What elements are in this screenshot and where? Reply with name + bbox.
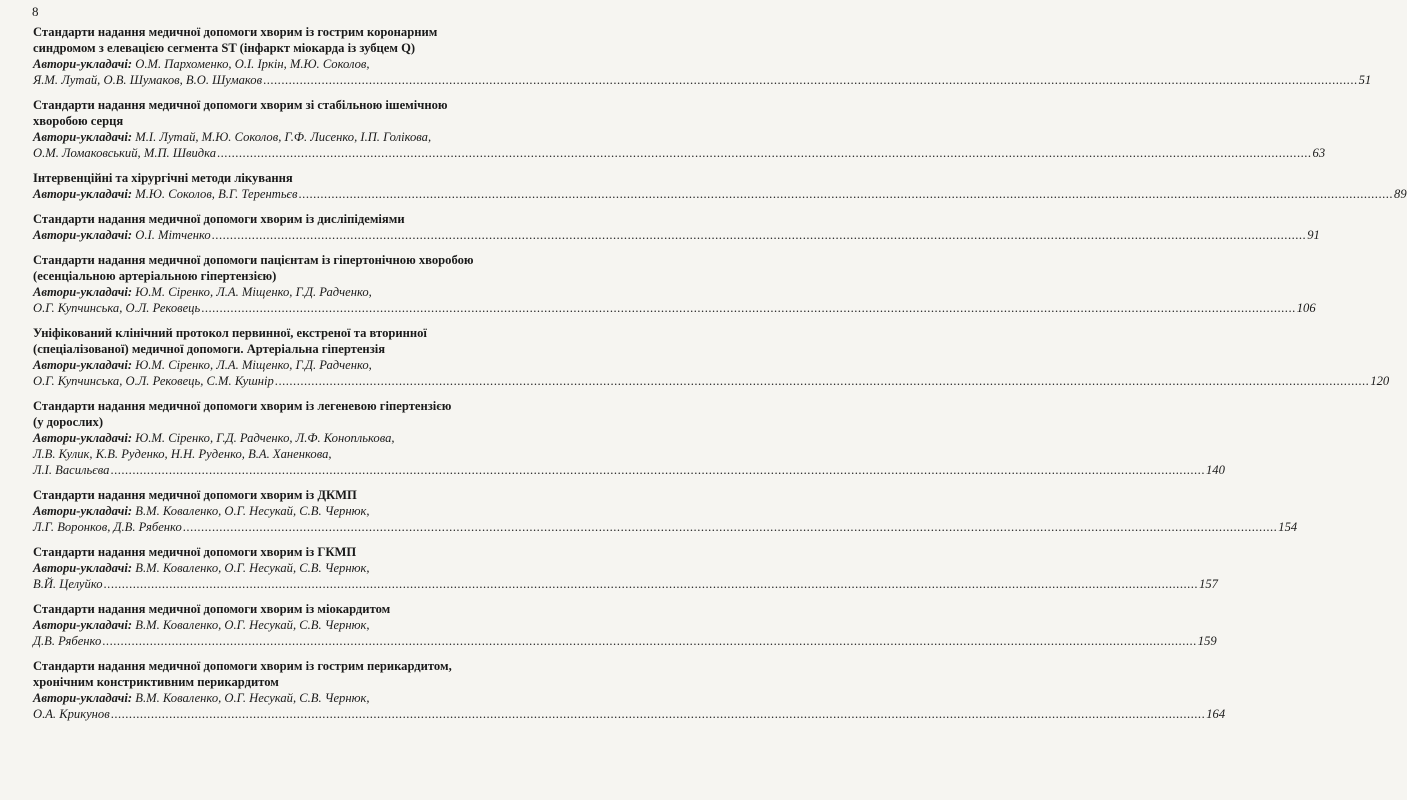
entry-title-line: Стандарти надання медичної допомоги хворим із міокардитом bbox=[33, 602, 391, 616]
authors-line bbox=[33, 430, 513, 446]
authors-names: О.М. Ломаковський, М.П. Швидка bbox=[33, 146, 216, 160]
dot-leader: ............................................................................................................................................................................................................................................................................................................ bbox=[274, 374, 1370, 388]
page-ref: 89 bbox=[1394, 187, 1407, 201]
authors-names: В.М. Коваленко, О.Г. Несукай, С.В. Чернюк, bbox=[135, 691, 370, 705]
authors-text-wrap bbox=[33, 706, 110, 722]
dot-leader: ............................................................................................................................................................................................................................................................................................................ bbox=[110, 707, 1206, 721]
authors-names: В.М. Коваленко, О.Г. Несукай, С.В. Чернюк, bbox=[135, 561, 370, 575]
toc-entry bbox=[33, 170, 1407, 202]
toc-entry bbox=[33, 487, 1298, 535]
entry-title-line: (есенціальною артеріальною гіпертензією) bbox=[33, 269, 277, 283]
entry-title-line: Стандарти надання медичної допомоги хворим із легеневою гіпертензією bbox=[33, 399, 452, 413]
authors-text-wrap bbox=[33, 576, 103, 592]
authors-names: О.І. Мітченко bbox=[135, 228, 211, 242]
page-ref: 159 bbox=[1197, 634, 1217, 648]
authors-line bbox=[33, 357, 513, 373]
entry-title-line: Стандарти надання медичної допомоги хворим із ГКМП bbox=[33, 545, 357, 559]
authors-line bbox=[33, 129, 513, 145]
authors-line bbox=[33, 56, 513, 72]
authors-last-line bbox=[33, 373, 1390, 389]
page-ref: 63 bbox=[1312, 146, 1326, 160]
authors-label: Автори-укладачі: bbox=[33, 504, 133, 518]
page-ref: 120 bbox=[1370, 374, 1390, 388]
dot-leader: ............................................................................................................................................................................................................................................................................................................ bbox=[103, 577, 1199, 591]
entry-title-line: Стандарти надання медичної допомоги пацієнтам із гіпертонічною хворобою bbox=[33, 253, 474, 267]
toc-entry bbox=[33, 398, 1225, 478]
authors-label: Автори-укладачі: bbox=[33, 130, 133, 144]
page-ref: 154 bbox=[1278, 520, 1298, 534]
entry-title-line: хронічним констриктивним перикардитом bbox=[33, 675, 279, 689]
authors-label: Автори-укладачі: bbox=[33, 228, 133, 242]
authors-line bbox=[33, 284, 513, 300]
toc-entry bbox=[33, 544, 1218, 592]
page-ref: 91 bbox=[1307, 228, 1320, 242]
entry-title-line: Стандарти надання медичної допомоги хворим із дисліпідеміями bbox=[33, 212, 405, 226]
dot-leader: ............................................................................................................................................................................................................................................................................................................ bbox=[201, 301, 1296, 315]
dot-leader: ............................................................................................................................................................................................................................................................................................................ bbox=[102, 634, 1197, 648]
authors-text-wrap bbox=[33, 227, 211, 243]
toc-entry bbox=[33, 325, 1390, 389]
authors-label: Автори-укладачі: bbox=[33, 618, 133, 632]
authors-names: Ю.М. Сіренко, Г.Д. Радченко, Л.Ф. Коноплькова, bbox=[135, 431, 395, 445]
authors-line bbox=[33, 617, 513, 633]
authors-text-wrap bbox=[33, 519, 182, 535]
dot-leader: ............................................................................................................................................................................................................................................................................................................ bbox=[263, 73, 1358, 87]
authors-names: О.А. Крикунов bbox=[33, 707, 110, 721]
authors-names: В.М. Коваленко, О.Г. Несукай, С.В. Чернюк, bbox=[135, 618, 370, 632]
authors-last-line bbox=[33, 186, 1407, 202]
entry-title-line: синдромом з елевацією сегмента ST (інфаркт міокарда із зубцем Q) bbox=[33, 41, 416, 55]
authors-names: Я.М. Лутай, О.В. Шумаков, В.О. Шумаков bbox=[33, 73, 263, 87]
toc-entry bbox=[33, 601, 1217, 649]
entry-title-line: Уніфікований клінічний протокол первинної, екстреної та вторинної bbox=[33, 326, 427, 340]
toc-entry bbox=[33, 658, 1226, 722]
page-ref: 157 bbox=[1199, 577, 1218, 591]
authors-text-wrap bbox=[33, 145, 216, 161]
dot-leader: ............................................................................................................................................................................................................................................................................................................ bbox=[110, 463, 1205, 477]
entry-title-line: (спеціалізованої) медичної допомоги. Артеріальна гіпертензія bbox=[33, 342, 386, 356]
authors-last-line bbox=[33, 227, 1320, 243]
authors-names: Ю.М. Сіренко, Л.А. Міщенко, Г.Д. Радченко, bbox=[135, 358, 372, 372]
page-ref: 164 bbox=[1206, 707, 1226, 721]
authors-text-wrap bbox=[33, 633, 101, 649]
toc-entry bbox=[33, 252, 1316, 316]
authors-label: Автори-укладачі: bbox=[33, 561, 133, 575]
authors-names: О.М. Пархоменко, О.І. Іркін, М.Ю. Соколов, bbox=[135, 57, 370, 71]
authors-label: Автори-укладачі: bbox=[33, 187, 133, 201]
authors-names: М.І. Лутай, М.Ю. Соколов, Г.Ф. Лисенко, І.П. Голікова, bbox=[135, 130, 432, 144]
authors-names: Л.І. Васильєва bbox=[33, 463, 110, 477]
authors-last-line bbox=[33, 300, 1316, 316]
entry-title-line: (у дорослих) bbox=[33, 415, 104, 429]
authors-label: Автори-укладачі: bbox=[33, 285, 133, 299]
authors-last-line bbox=[33, 72, 1372, 88]
entry-title-line: Інтервенційні та хірургічні методи лікування bbox=[33, 171, 293, 185]
authors-line bbox=[33, 560, 513, 576]
page-ref: 140 bbox=[1205, 463, 1225, 477]
authors-text-wrap bbox=[33, 186, 298, 202]
authors-label: Автори-укладачі: bbox=[33, 431, 133, 445]
authors-last-line bbox=[33, 462, 1225, 478]
toc-entry bbox=[33, 97, 1326, 161]
authors-label: Автори-укладачі: bbox=[33, 691, 133, 705]
authors-names: Д.В. Рябенко bbox=[33, 634, 102, 648]
authors-line: Л.В. Кулик, К.В. Руденко, Н.Н. Руденко, В.А. Ханенкова, bbox=[33, 447, 332, 461]
authors-text-wrap bbox=[33, 300, 200, 316]
dot-leader: ............................................................................................................................................................................................................................................................................................................ bbox=[182, 520, 1278, 534]
authors-names: О.Г. Купчинська, О.Л. Рековець bbox=[33, 301, 201, 315]
authors-names: В.Й. Целуйко bbox=[33, 577, 103, 591]
toc-entry bbox=[33, 211, 1320, 243]
authors-last-line bbox=[33, 633, 1217, 649]
authors-text-wrap bbox=[33, 373, 274, 389]
entry-title-line: Стандарти надання медичної допомоги хворим із ДКМП bbox=[33, 488, 357, 502]
authors-last-line bbox=[33, 519, 1298, 535]
dot-leader: ............................................................................................................................................................................................................................................................................................................ bbox=[217, 146, 1312, 160]
authors-names: Ю.М. Сіренко, Л.А. Міщенко, Г.Д. Радченко, bbox=[135, 285, 372, 299]
entry-title-line: хворобою серця bbox=[33, 114, 124, 128]
dot-leader: ............................................................................................................................................................................................................................................................................................................ bbox=[211, 228, 1307, 242]
authors-names: О.Г. Купчинська, О.Л. Рековець, С.М. Кушнір bbox=[33, 374, 274, 388]
authors-label: Автори-укладачі: bbox=[33, 57, 133, 71]
authors-names: В.М. Коваленко, О.Г. Несукай, С.В. Чернюк, bbox=[135, 504, 370, 518]
authors-text-wrap bbox=[33, 72, 262, 88]
toc-entry bbox=[33, 24, 1372, 88]
authors-text-wrap bbox=[33, 462, 109, 478]
entry-title-line: Стандарти надання медичної допомоги хворим із гострим перикардитом, bbox=[33, 659, 452, 673]
dot-leader: ............................................................................................................................................................................................................................................................................................................ bbox=[298, 187, 1394, 201]
authors-names: М.Ю. Соколов, В.Г. Терентьєв bbox=[135, 187, 298, 201]
authors-names: Л.Г. Воронков, Д.В. Рябенко bbox=[33, 520, 182, 534]
authors-line bbox=[33, 690, 513, 706]
authors-line bbox=[33, 503, 513, 519]
table-of-contents bbox=[33, 24, 1407, 731]
entry-title-line: Стандарти надання медичної допомоги хворим зі стабільною ішемічною bbox=[33, 98, 448, 112]
page-number: 8 bbox=[32, 4, 39, 19]
entry-title-line: Стандарти надання медичної допомоги хворим із гострим коронарним bbox=[33, 25, 438, 39]
authors-last-line bbox=[33, 576, 1218, 592]
authors-last-line bbox=[33, 145, 1326, 161]
page-ref: 106 bbox=[1296, 301, 1316, 315]
page-ref: 51 bbox=[1358, 73, 1372, 87]
authors-last-line bbox=[33, 706, 1226, 722]
authors-label: Автори-укладачі: bbox=[33, 358, 133, 372]
